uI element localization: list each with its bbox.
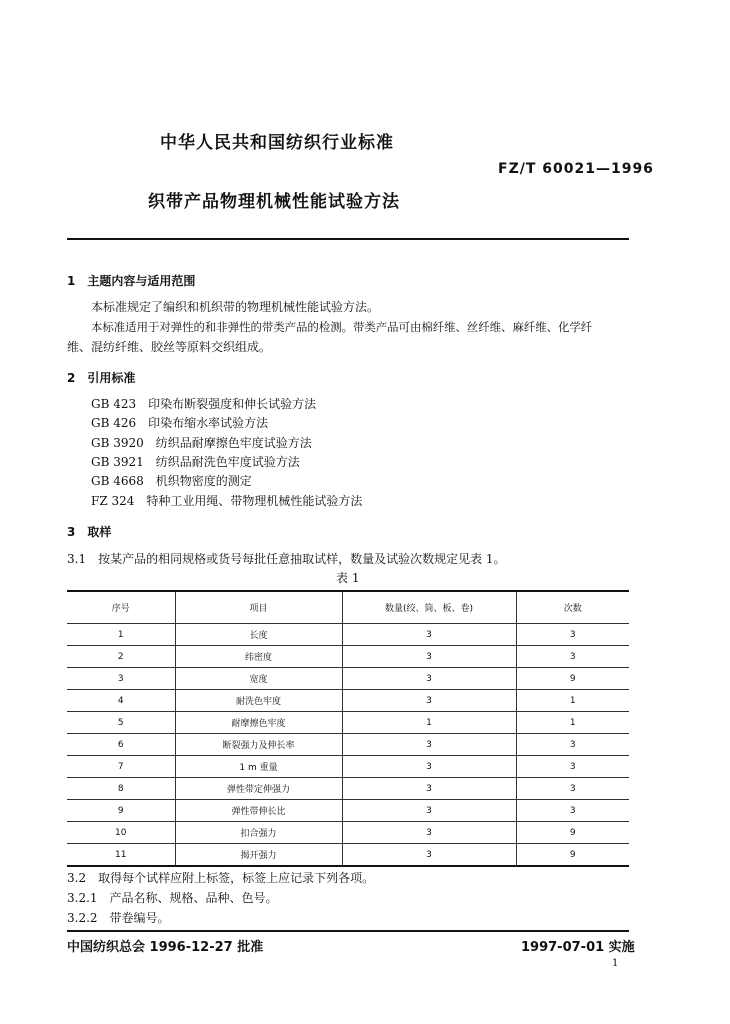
document-title: 织带产品物理机械性能试验方法: [148, 192, 400, 212]
table-cell: 3: [516, 646, 629, 668]
table-cell: 3: [342, 734, 516, 756]
table-cell: 8: [67, 778, 175, 800]
table-cell: 7: [67, 756, 175, 778]
standard-code: FZ/T 60021—1996: [498, 161, 654, 177]
table-row: [67, 844, 629, 867]
section-3-heading: 3 取样: [67, 525, 112, 539]
table-cell: 3: [516, 800, 629, 822]
section-1-para-2b: 维、混纺纤维、胶丝等原料交织组成。: [67, 340, 272, 354]
table-caption: 表 1: [336, 571, 360, 585]
table-row: [67, 756, 629, 778]
table-1: [67, 590, 629, 867]
table-cell: 宽度: [175, 668, 342, 690]
reference-item: GB 3920 纺织品耐摩擦色牢度试验方法: [91, 436, 312, 450]
clause-3-1: 3.1 按某产品的相同规格或货号每批任意抽取试样，数量及试验次数规定见表 1。: [67, 552, 506, 566]
table-cell: 4: [67, 690, 175, 712]
table-cell: 1: [342, 712, 516, 734]
table-cell: 3: [516, 756, 629, 778]
table-cell: 3: [67, 668, 175, 690]
org-standard-title: 中华人民共和国纺织行业标准: [160, 133, 394, 153]
table-cell: 1: [516, 712, 629, 734]
table-cell: 3: [342, 844, 516, 867]
table-cell: 3: [342, 756, 516, 778]
table-cell: 3: [342, 646, 516, 668]
table-cell: 耐洗色牢度: [175, 690, 342, 712]
table-cell: 1: [516, 690, 629, 712]
table-row: [67, 734, 629, 756]
table-cell: 5: [67, 712, 175, 734]
table-cell: 3: [342, 690, 516, 712]
table-cell: 3: [516, 778, 629, 800]
column-header: 次数: [516, 591, 629, 624]
table-cell: 断裂强力及伸长率: [175, 734, 342, 756]
section-2-heading: 2 引用标准: [67, 371, 136, 385]
column-header: 项目: [175, 591, 342, 624]
footer-rule: [67, 930, 629, 932]
effective-date: 1997-07-01 实施: [521, 940, 635, 955]
approval-date: 中国纺织总会 1996-12-27 批准: [67, 940, 264, 955]
table-cell: 3: [342, 778, 516, 800]
table-cell: 弹性带伸长比: [175, 800, 342, 822]
reference-item: GB 3921 纺织品耐洗色牢度试验方法: [91, 455, 300, 469]
table-row: [67, 668, 629, 690]
table-cell: 6: [67, 734, 175, 756]
table-row: [67, 690, 629, 712]
title-rule: [67, 238, 629, 240]
table-cell: 9: [516, 844, 629, 867]
table-cell: 3: [516, 734, 629, 756]
table-cell: 纬密度: [175, 646, 342, 668]
table-row: [67, 800, 629, 822]
column-header: 数量(绞、筒、板、卷): [342, 591, 516, 624]
table-cell: 1: [67, 624, 175, 646]
table-row: [67, 712, 629, 734]
table-row: [67, 822, 629, 844]
table-cell: 3: [342, 800, 516, 822]
section-1-heading: 1 主题内容与适用范围: [67, 274, 196, 288]
table-cell: 10: [67, 822, 175, 844]
table-header-row: [67, 591, 629, 624]
reference-item: GB 426 印染布缩水率试验方法: [91, 416, 269, 430]
table-cell: 揭开强力: [175, 844, 342, 867]
table-cell: 扣合强力: [175, 822, 342, 844]
reference-item: FZ 324 特种工业用绳、带物理机械性能试验方法: [91, 494, 363, 508]
table-cell: 长度: [175, 624, 342, 646]
table-row: [67, 624, 629, 646]
table-cell: 9: [516, 822, 629, 844]
page-number: 1: [612, 958, 619, 969]
table-cell: 9: [67, 800, 175, 822]
reference-item: GB 423 印染布断裂强度和伸长试验方法: [91, 397, 317, 411]
table-cell: 2: [67, 646, 175, 668]
clause-3-2-1: 3.2.1 产品名称、规格、品种、色号。: [67, 891, 278, 905]
table-cell: 3: [516, 624, 629, 646]
section-1-para-1: 本标准规定了编织和机织带的物理机械性能试验方法。: [91, 300, 380, 314]
table-row: [67, 646, 629, 668]
table-cell: 耐摩擦色牢度: [175, 712, 342, 734]
table-cell: 3: [342, 668, 516, 690]
column-header: 序号: [67, 591, 175, 624]
clause-3-2: 3.2 取得每个试样应附上标签，标签上应记录下列各项。: [67, 871, 375, 885]
table-cell: 弹性带定伸强力: [175, 778, 342, 800]
clause-3-2-2: 3.2.2 带卷编号。: [67, 911, 170, 925]
section-1-para-2a: 本标准适用于对弹性的和非弹性的带类产品的检测。带类产品可由棉纤维、丝纤维、麻纤维、化学纤: [91, 320, 593, 334]
table-row: [67, 778, 629, 800]
table-cell: 9: [516, 668, 629, 690]
reference-item: GB 4668 机织物密度的测定: [91, 474, 252, 488]
table-cell: 1 m 重量: [175, 756, 342, 778]
table-cell: 3: [342, 624, 516, 646]
table-cell: 11: [67, 844, 175, 867]
table-cell: 3: [342, 822, 516, 844]
